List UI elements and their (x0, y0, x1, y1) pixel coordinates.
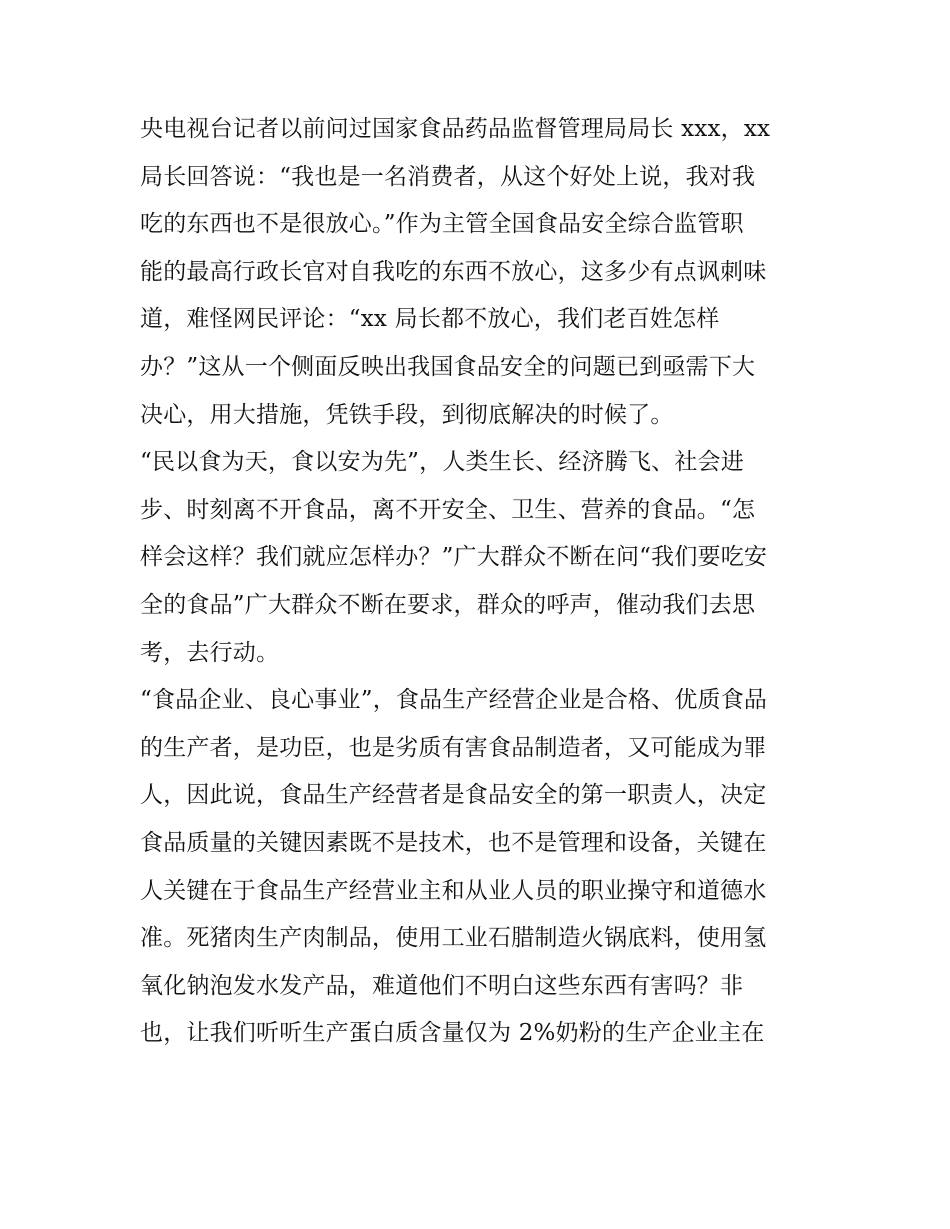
text-line: “民以食为天，食以安为先”，人类生长、经济腾飞、社会进 (140, 449, 744, 476)
body-text (140, 106, 830, 1058)
text-line: 人，因此说，食品生产经营者是食品安全的第一职责人，决定 (140, 782, 767, 809)
text-line: “食品企业、良心事业”，食品生产经营企业是合格、优质食品 (140, 687, 768, 714)
text-line: 也，让我们听听生产蛋白质含量仅为 2%奶粉的生产企业主在 (140, 1020, 765, 1047)
text-line: 局长回答说：“我也是一名消费者，从这个好处上说，我对我 (140, 163, 756, 190)
text-line: 全的食品”广大群众不断在要求，群众的呼声，催动我们去思 (140, 591, 756, 618)
text-line: 食品质量的关键因素既不是技术，也不是管理和设备，关键在 (140, 829, 767, 856)
text-line: 的生产者，是功臣，也是劣质有害食品制造者，又可能成为罪 (140, 734, 767, 761)
text-line: 道，难怪网民评论：“xx 局长都不放心，我们老百姓怎样 (140, 306, 720, 333)
text-line: 能的最高行政长官对自我吃的东西不放心，这多少有点讽刺味 (140, 258, 767, 285)
text-line: 氧化钠泡发水发产品，难道他们不明白这些东西有害吗？非 (140, 972, 744, 999)
text-line: 决心，用大措施，凭铁手段，到彻底解决的时候了。 (140, 401, 674, 428)
text-line: 步、时刻离不开食品，离不开安全、卫生、营养的食品。“怎 (140, 496, 756, 523)
text-line: 人关键在于食品生产经营业主和从业人员的职业操守和道德水 (140, 877, 767, 904)
text-line: 办？”这从一个侧面反映出我国食品安全的问题已到亟需下大 (140, 353, 756, 380)
text-line: 考，去行动。 (140, 639, 280, 666)
text-line: 吃的东西也不是很放心。”作为主管全国食品安全综合监管职 (140, 211, 744, 238)
text-line: 样会这样？我们就应怎样办？”广大群众不断在问“我们要吃安 (140, 544, 768, 571)
text-line: 准。死猪肉生产肉制品，使用工业石腊制造火锅底料，使用氢 (140, 925, 767, 952)
text-line: 央电视台记者以前问过国家食品药品监督管理局局长 xxx，xx (140, 116, 771, 142)
